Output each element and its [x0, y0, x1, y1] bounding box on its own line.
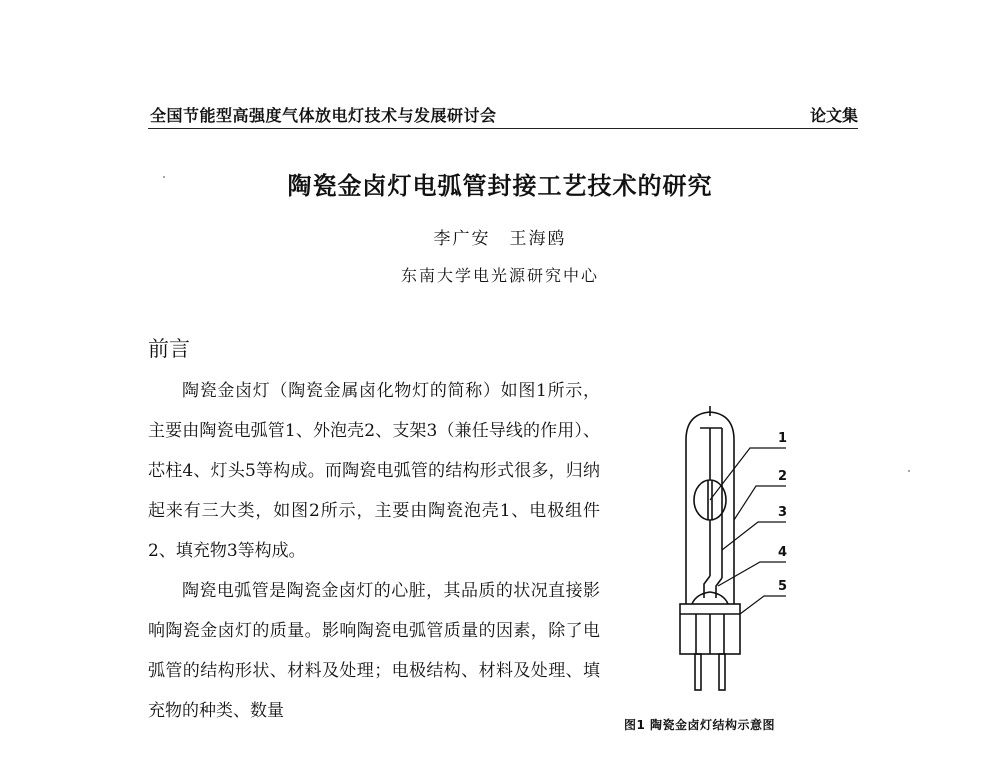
- lamp-outline: [680, 406, 740, 690]
- figure-label-1: 1: [778, 431, 788, 446]
- paragraph: 陶瓷金卤灯（陶瓷金属卤化物灯的简称）如图1所示，主要由陶瓷电弧管1、外泡壳2、支架3（兼任导线的作用）、芯柱4、灯头5等构成。而陶瓷电弧管的结构形式很多，归纳起来有三大类，如图2所示，主要由陶瓷泡壳1、电极组件2、填充物3等构成。: [148, 381, 600, 561]
- body-text: [148, 371, 600, 731]
- figure-label-5: 5: [778, 579, 788, 594]
- header-rule: [148, 128, 858, 129]
- scan-speck: [908, 470, 910, 472]
- paper-affiliation: 东南大学电光源研究中心: [400, 266, 599, 285]
- section-heading: 前言: [148, 337, 190, 361]
- figure-caption: 图1 陶瓷金卤灯结构示意图: [624, 718, 776, 732]
- paper-authors: 李广安 王海鸥: [433, 229, 567, 249]
- figure-label-3: 3: [778, 505, 788, 520]
- lamp-structure-diagram: [640, 400, 830, 700]
- figure-label-4: 4: [778, 545, 788, 560]
- paper-title: 陶瓷金卤灯电弧管封接工艺技术的研究: [287, 172, 713, 200]
- paragraph: 陶瓷电弧管是陶瓷金卤灯的心脏，其品质的状况直接影响陶瓷金卤灯的质量。影响陶瓷电弧管质量的因素，除了电弧管的结构形状、材料及处理；电极结构、材料及处理、填充物的种类、数量: [148, 581, 600, 721]
- figure-label-2: 2: [778, 469, 788, 484]
- conference-header: 全国节能型高强度气体放电灯技术与发展研讨会: [150, 106, 497, 125]
- scan-speck: [163, 176, 165, 178]
- collection-label: 论文集: [809, 106, 858, 125]
